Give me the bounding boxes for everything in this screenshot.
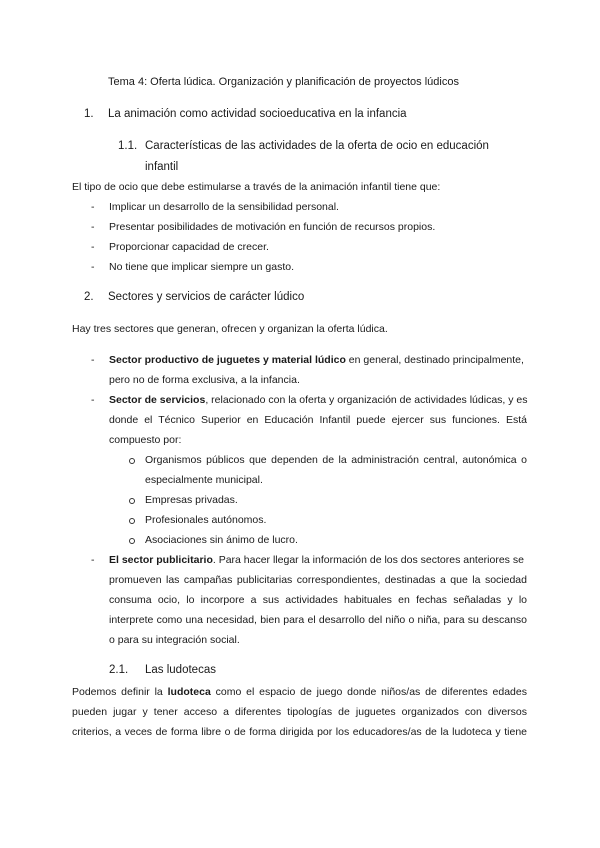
list-item: Profesionales autónomos. [145, 514, 267, 526]
sector-publicitario-text: . Para hacer llegar la información de los dos sectores anteriores se [212, 554, 524, 566]
sector-productivo-line1 [109, 353, 524, 367]
sector-servicios-term: Sector de servicios [109, 394, 206, 406]
sector-servicios-line1 [109, 393, 528, 407]
ludoteca-paragraph-line1 [72, 685, 527, 699]
bullet-dash: - [91, 554, 95, 566]
document-title: Tema 4: Oferta lúdica. Organización y planificación de proyectos lúdicos [108, 76, 459, 88]
bullet-dash: - [91, 221, 95, 233]
subsection-1-1-heading-line1: Características de las actividades de la oferta de ocio en educación [145, 140, 489, 152]
sector-publicitario-line2: promueven las campañas publicitarias correspondientes, destinadas a que la sociedad [109, 574, 527, 586]
sector-publicitario-line5: o para su integración social. [109, 634, 240, 646]
circle-bullet-icon [129, 498, 135, 504]
ludoteca-text-pre: Podemos definir la [72, 686, 168, 698]
list-item-continuation: especialmente municipal. [145, 474, 263, 486]
circle-bullet-icon [129, 538, 135, 544]
list-item: Implicar un desarrollo de la sensibilidad personal. [109, 201, 339, 213]
subsection-1-1-heading-line2: infantil [145, 161, 179, 173]
sector-productivo-line2: pero no de forma exclusiva, a la infancia. [109, 374, 300, 386]
section-1-intro: El tipo de ocio que debe estimularse a través de la animación infantil tiene que: [72, 181, 441, 193]
list-item: Organismos públicos que dependen de la administración central, autonómica o [145, 454, 527, 466]
sector-publicitario-line4: interprete como una necesidad, bien para el desarrollo del niño o niña, para su descanso [109, 614, 527, 626]
circle-bullet-icon [129, 518, 135, 524]
section-2-heading: Sectores y servicios de carácter lúdico [108, 291, 305, 303]
bullet-dash: - [91, 394, 95, 406]
sector-productivo-text: en general, destinado principalmente, [345, 354, 524, 366]
sector-servicios-line3: compuesto por: [109, 434, 182, 446]
subsection-1-1-number: 1.1. [118, 140, 138, 152]
subsection-2-1-number: 2.1. [109, 664, 129, 676]
sector-servicios-line2: donde el Técnico Superior en Educación Infantil puede ejercer sus funciones. Está [109, 414, 527, 426]
subsection-2-1-heading: Las ludotecas [145, 664, 216, 676]
bullet-dash: - [91, 261, 95, 273]
circle-bullet-icon [129, 458, 135, 464]
list-item: Empresas privadas. [145, 494, 238, 506]
sector-publicitario-term: El sector publicitario [109, 554, 213, 566]
section-2-intro: Hay tres sectores que generan, ofrecen y organizan la oferta lúdica. [72, 323, 388, 335]
list-item: Asociaciones sin ánimo de lucro. [145, 534, 298, 546]
list-item: No tiene que implicar siempre un gasto. [109, 261, 295, 273]
ludoteca-paragraph-line2: pueden jugar y tener acceso a diferentes tipologías de juguetes organizados con diversos [72, 706, 527, 718]
sector-productivo-term: Sector productivo de juguetes y material lúdico [109, 354, 346, 366]
ludoteca-term: ludoteca [167, 686, 211, 698]
sector-publicitario-line3: consuma ocio, lo incorpore a sus actividades habituales en fechas señaladas y lo [109, 594, 527, 606]
section-1-heading: La animación como actividad socioeducativa en la infancia [108, 108, 407, 120]
ludoteca-text-post: como el espacio de juego donde niños/as de diferentes edades [210, 686, 527, 698]
bullet-dash: - [91, 354, 95, 366]
bullet-dash: - [91, 201, 95, 213]
section-1-number: 1. [84, 108, 94, 120]
list-item: Proporcionar capacidad de crecer. [109, 241, 269, 253]
sector-servicios-text: , relacionado con la oferta y organización de actividades lúdicas, y es [205, 394, 528, 406]
sector-publicitario-line1 [109, 553, 524, 567]
list-item: Presentar posibilidades de motivación en función de recursos propios. [109, 221, 436, 233]
section-2-number: 2. [84, 291, 94, 303]
ludoteca-paragraph-line3: criterios, a veces de forma libre o de forma dirigida por los educadores/as de la ludoteca y tiene [72, 726, 527, 738]
bullet-dash: - [91, 241, 95, 253]
